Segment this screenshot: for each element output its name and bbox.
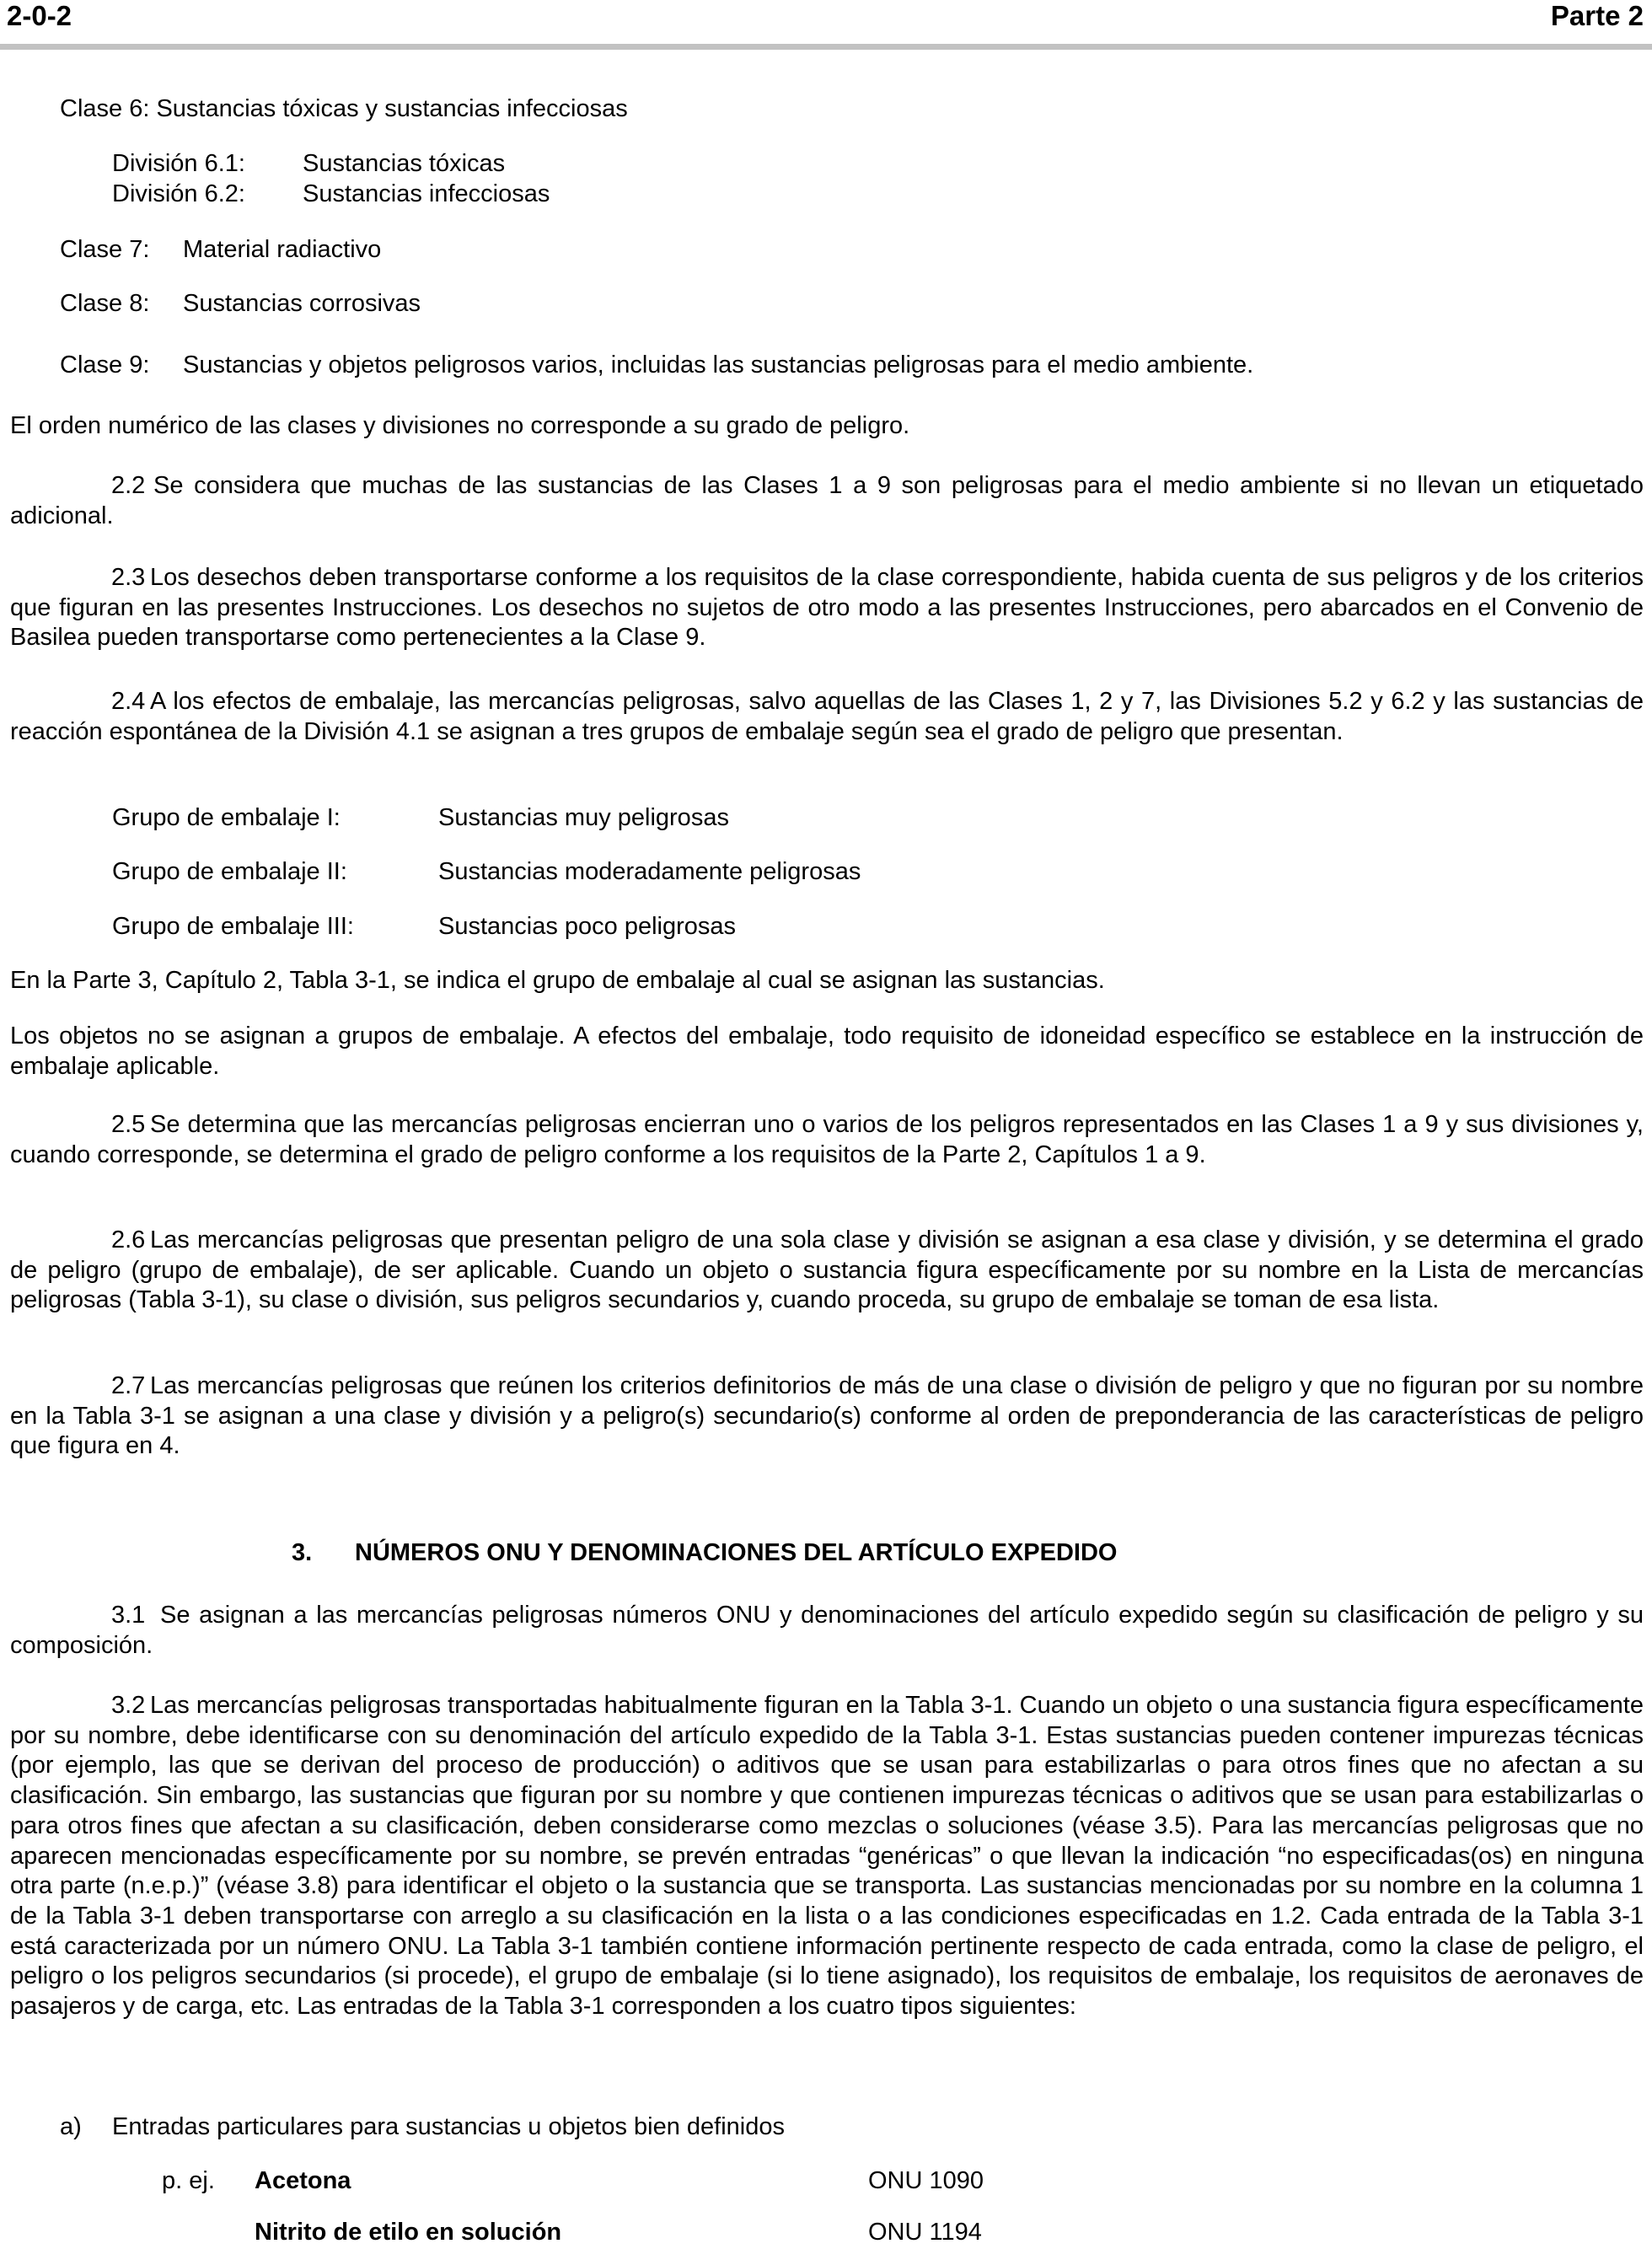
paragraph-number: 2.5 [111,1111,146,1138]
packing-group-desc: Sustancias muy peligrosas [438,804,729,831]
division-6-2-text: Sustancias infecciosas [303,180,550,207]
list-item-text: Entradas particulares para sustancias u objetos bien definidos [112,2113,785,2140]
paragraph-text: Las mercancías peligrosas que reúnen los criterios definitorios de más de una clase o división de peligro y que no figuran por su nombre en la Tabla 3-1 se asignan a una clase y división y a peligro(s) secundario(s) conforme al orden de preponderancia de las características de peligro que figura en 4. [10,1372,1644,1459]
division-6-2-label: División 6.2: [112,180,245,207]
packing-group-label: Grupo de embalaje III: [112,913,354,940]
paragraph-2-2 [10,471,1644,531]
class-6-line: Clase 6: Sustancias tóxicas y sustancias infecciosas [60,95,628,122]
paragraph-text: Se asignan a las mercancías peligrosas números ONU y denominaciones del artículo expedido según su clasificación de peligro y su composición. [10,1602,1644,1659]
class-7-label: Clase 7: [60,236,150,263]
class-7-text: Material radiactivo [183,236,382,263]
paragraph-number: 2.6 [111,1226,146,1253]
paragraph-text: Los desechos deben transportarse conforme a los requisitos de la clase correspondiente, habida cuenta de sus peligros y de los criterios que figuran en las presentes Instrucciones. Los desechos no sujetos de otro modo a las presentes Instrucciones, pero abarcados en el Convenio de Basilea pueden transportarse como pertenecientes a la Clase 9. [10,564,1644,651]
division-6-1-text: Sustancias tóxicas [303,150,506,177]
paragraph-number: 2.2 [111,472,146,499]
list-marker: a) [60,2113,82,2140]
paragraph-number: 2.4 [111,688,146,715]
paragraph-number: 2.3 [111,564,146,591]
example-un-number: ONU 1090 [868,2167,984,2194]
example-substance-name: Acetona [255,2167,351,2194]
example-prefix: p. ej. [162,2167,215,2194]
paragraph-number: 3.2 [111,1692,146,1719]
paragraph-2-7 [10,1371,1644,1462]
paragraph-number: 2.7 [111,1372,146,1399]
paragraph-text: Se determina que las mercancías peligrosas encierran uno o varios de los peligros representados en las Clases 1 a 9 y sus divisiones y, cuando corresponde, se determina el grado de peligro conforme a los requisitos de la Parte 2, Capítulos 1 a 9. [10,1111,1644,1168]
class-8-label: Clase 8: [60,290,150,317]
paragraph-3-2 [10,1691,1644,2022]
section-number: 3. [292,1539,313,1566]
header-rule [0,44,1652,50]
paragraph-2-4 [10,687,1644,747]
paragraph-text: A los efectos de embalaje, las mercancías peligrosas, salvo aquellas de las Clases 1, 2 y 7, las Divisiones 5.2 y 6.2 y las sustancias de reacción espontánea de la División 4.1 se asignan a tres grupos de embalaje según sea el grado de peligro que presentan. [10,688,1644,745]
paragraph-number: 3.1 [111,1602,146,1629]
paragraph-2-5 [10,1110,1644,1170]
packing-group-label: Grupo de embalaje I: [112,804,341,831]
class-8-text: Sustancias corrosivas [183,290,421,317]
division-6-1-label: División 6.1: [112,150,245,177]
paragraph-2-6 [10,1226,1644,1316]
objects-note: Los objetos no se asignan a grupos de embalaje. A efectos del embalaje, todo requisito de idoneidad específico se establece en la instrucción de embalaje aplicable. [10,1023,1644,1080]
paragraph-3-1 [10,1601,1644,1661]
packing-group-label: Grupo de embalaje II: [112,858,347,885]
paragraph-text: Las mercancías peligrosas que presentan peligro de una sola clase y división se asignan a esa clase y división, y se determina el grado de peligro (grupo de embalaje), de ser aplicable. Cuando un objeto o sustancia figura específicamente por su nombre en la Lista de mercancías peligrosas (Tabla 3-1), su clase o división, sus peligros secundarios y, cuando proceda, su grupo de embalaje se toman de esa lista. [10,1226,1644,1313]
part-label: Parte 2 [1550,0,1644,31]
table-3-1-note: En la Parte 3, Capítulo 2, Tabla 3-1, se indica el grupo de embalaje al cual se asignan las sustancias. [10,967,1105,994]
section-title: NÚMEROS ONU Y DENOMINACIONES DEL ARTÍCULO EXPEDIDO [355,1539,1118,1566]
packing-group-desc: Sustancias moderadamente peligrosas [438,858,861,885]
paragraph-text: Se considera que muchas de las sustancias de las Clases 1 a 9 son peligrosas para el medio ambiente si no llevan un etiquetado adicional. [10,472,1644,529]
order-note: El orden numérico de las clases y divisiones no corresponde a su grado de peligro. [10,412,910,439]
example-substance-name: Nitrito de etilo en solución [255,2219,562,2246]
packing-group-desc: Sustancias poco peligrosas [438,913,737,940]
paragraph-text: Las mercancías peligrosas transportadas habitualmente figuran en la Tabla 3-1. Cuando un objeto o una sustancia figura específicamente por su nombre, debe identificarse con su denominación del artículo expedido de la Tabla 3-1. Estas sustancias pueden contener impurezas técnicas (por ejemplo, las que se derivan del proceso de producción) o aditivos que se usan para estabilizarlas o para otros fines que no afectan a su clasificación. Sin embargo, las sustancias que figuran por su nombre y que contienen impurezas técnicas o aditivos que se usan para estabilizarlas o para otros fines que afectan a su clasificación, deben considerarse como mezclas o soluciones (véase 3.5). Para las mercancías peligrosas que no aparecen mencionadas específicamente por su nombre, se prevén entradas “genéricas” o que llevan la indicación “no especificadas(os) en ninguna otra parte (n.e.p.)” (véase 3.8) para identificar el objeto o la sustancia que se transporta. Las sustancias mencionadas por su nombre en la columna 1 de la Tabla 3-1 deben transportarse con arreglo a su clasificación en la lista o a las condiciones especificadas en 1.2. Cada entrada de la Tabla 3-1 está caracterizada por un número ONU. La Tabla 3-1 también contiene información pertinente respecto de cada entrada, como la clase de peligro, el peligro o los peligros secundarios (si procede), el grupo de embalaje (si lo tiene asignado), los requisitos de embalaje, los requisitos de aeronaves de pasajeros y de carga, etc. Las entradas de la Tabla 3-1 corresponden a los cuatro tipos siguientes: [10,1692,1644,2021]
paragraph-2-3 [10,563,1644,653]
page-number: 2-0-2 [7,0,72,31]
class-9-text: Sustancias y objetos peligrosos varios, incluidas las sustancias peligrosas para el medio ambiente. [183,352,1254,378]
class-9-label: Clase 9: [60,352,150,378]
example-un-number: ONU 1194 [868,2219,982,2246]
